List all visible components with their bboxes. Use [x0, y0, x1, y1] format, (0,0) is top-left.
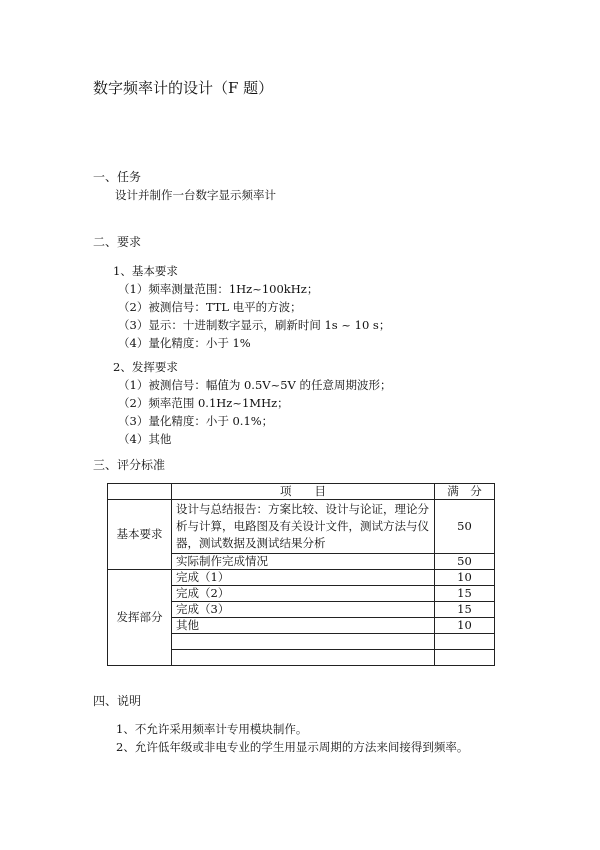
table-cell-score: 50 — [435, 500, 495, 554]
table-cell-item — [172, 650, 435, 666]
basic-requirements-heading: 1、基本要求 — [113, 264, 178, 278]
section-task-heading: 一、任务 — [93, 170, 142, 184]
basic-requirement-item: （2）被测信号：TTL 电平的方波； — [118, 300, 302, 314]
table-cell-item: 完成（2） — [172, 586, 435, 602]
table-cell-score: 15 — [435, 586, 495, 602]
table-header-score: 满 分 — [435, 484, 495, 500]
scoring-table — [107, 483, 495, 666]
section-requirements-heading: 二、要求 — [93, 235, 142, 249]
table-cell-score: 15 — [435, 602, 495, 618]
basic-requirement-item: （3）显示：十进制数字显示，刷新时间 1s ~ 10 s； — [118, 318, 391, 332]
note-item: 2、允许低年级或非电专业的学生用显示周期的方法来间接得到频率。 — [116, 740, 469, 754]
table-cell-item — [172, 634, 435, 650]
basic-requirement-item: （1）频率测量范围：1Hz~100kHz； — [118, 282, 319, 296]
table-cell-score — [435, 634, 495, 650]
section-scoring-heading: 三、评分标准 — [93, 458, 166, 472]
section-notes-heading: 四、说明 — [93, 694, 142, 708]
advanced-requirement-item: （2）频率范围 0.1Hz~1MHz； — [118, 396, 289, 410]
table-cell-item: 设计与总结报告：方案比较、设计与论证，理论分析与计算，电路图及有关设计文件，测试方法与仪器，测试数据及测试结果分析 — [172, 500, 435, 554]
advanced-requirement-item: （4）其他 — [118, 432, 172, 446]
advanced-requirements-heading: 2、发挥要求 — [113, 360, 178, 374]
table-cell-score — [435, 650, 495, 666]
table-cell-item: 完成（1） — [172, 570, 435, 586]
table-cell-score: 10 — [435, 570, 495, 586]
table-cell-score: 50 — [435, 554, 495, 570]
table-header-item: 项 目 — [172, 484, 435, 500]
basic-requirement-item: （4）量化精度：小于 1% — [118, 336, 251, 350]
table-header-empty — [108, 484, 172, 500]
table-cell-score: 10 — [435, 618, 495, 634]
document-title: 数字频率计的设计（F 题） — [93, 79, 274, 97]
table-cell-item: 实际制作完成情况 — [172, 554, 435, 570]
table-row — [108, 500, 495, 554]
table-cell-item: 其他 — [172, 618, 435, 634]
advanced-requirement-item: （1）被测信号：幅值为 0.5V~5V 的任意周期波形； — [118, 378, 392, 392]
table-row — [108, 570, 495, 586]
category-advanced: 发挥部分 — [108, 570, 172, 666]
note-item: 1、不允许采用频率计专用模块制作。 — [116, 722, 308, 736]
task-text: 设计并制作一台数字显示频率计 — [115, 188, 276, 202]
table-cell-item: 完成（3） — [172, 602, 435, 618]
category-basic: 基本要求 — [108, 500, 172, 570]
table-header-row — [108, 484, 495, 500]
advanced-requirement-item: （3）量化精度：小于 0.1%； — [118, 414, 274, 428]
